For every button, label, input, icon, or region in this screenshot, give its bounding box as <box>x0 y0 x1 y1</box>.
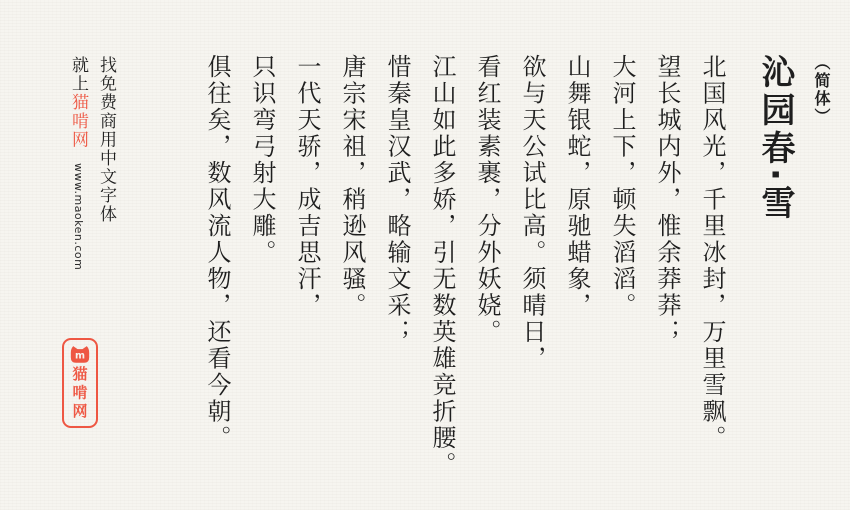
poem-line: 山舞银蛇，原驰蜡象， <box>563 54 591 319</box>
poem-line: 欲与天公试比高。须晴日， <box>518 54 546 372</box>
poem-title: 沁园春·雪 <box>755 54 795 223</box>
website-url: www.maoken.com <box>72 163 85 271</box>
logo-letter: m <box>74 350 86 362</box>
tagline-prefix: 就上 <box>68 56 88 94</box>
poem-line: 北国风光，千里冰封，万里雪飘。 <box>698 54 726 452</box>
sidebar-tagline <box>64 56 119 270</box>
poem-line: 惜秦皇汉武，略输文采； <box>383 54 411 346</box>
poem-line: 大河上下，顿失滔滔。 <box>608 54 636 319</box>
poem-line: 俱往矣，数风流人物，还看今朝。 <box>203 54 231 452</box>
cat-head-icon <box>69 345 91 364</box>
brand-name-text: 猫啃网 <box>68 93 88 150</box>
poem-line: 望长城内外，惟余莽莽； <box>653 54 681 346</box>
tagline-line-2 <box>64 56 92 270</box>
edition-label: （简体） <box>812 54 831 126</box>
brand-logo-stamp <box>62 338 98 428</box>
poem-line: 唐宗宋祖，稍逊风骚。 <box>338 54 366 319</box>
poem-line: 只识弯弓射大雕。 <box>248 54 276 266</box>
poem-block <box>194 54 836 500</box>
poem-line: 江山如此多娇，引无数英雄竞折腰。 <box>428 54 456 478</box>
poem-line: 看红装素裹，分外妖娆。 <box>473 54 501 346</box>
poem-line: 一代天骄，成吉思汗， <box>293 54 321 319</box>
logo-brand-text: 猫啃网 <box>70 366 89 422</box>
tagline-line-1: 找免费商用中文字体 <box>96 56 116 224</box>
